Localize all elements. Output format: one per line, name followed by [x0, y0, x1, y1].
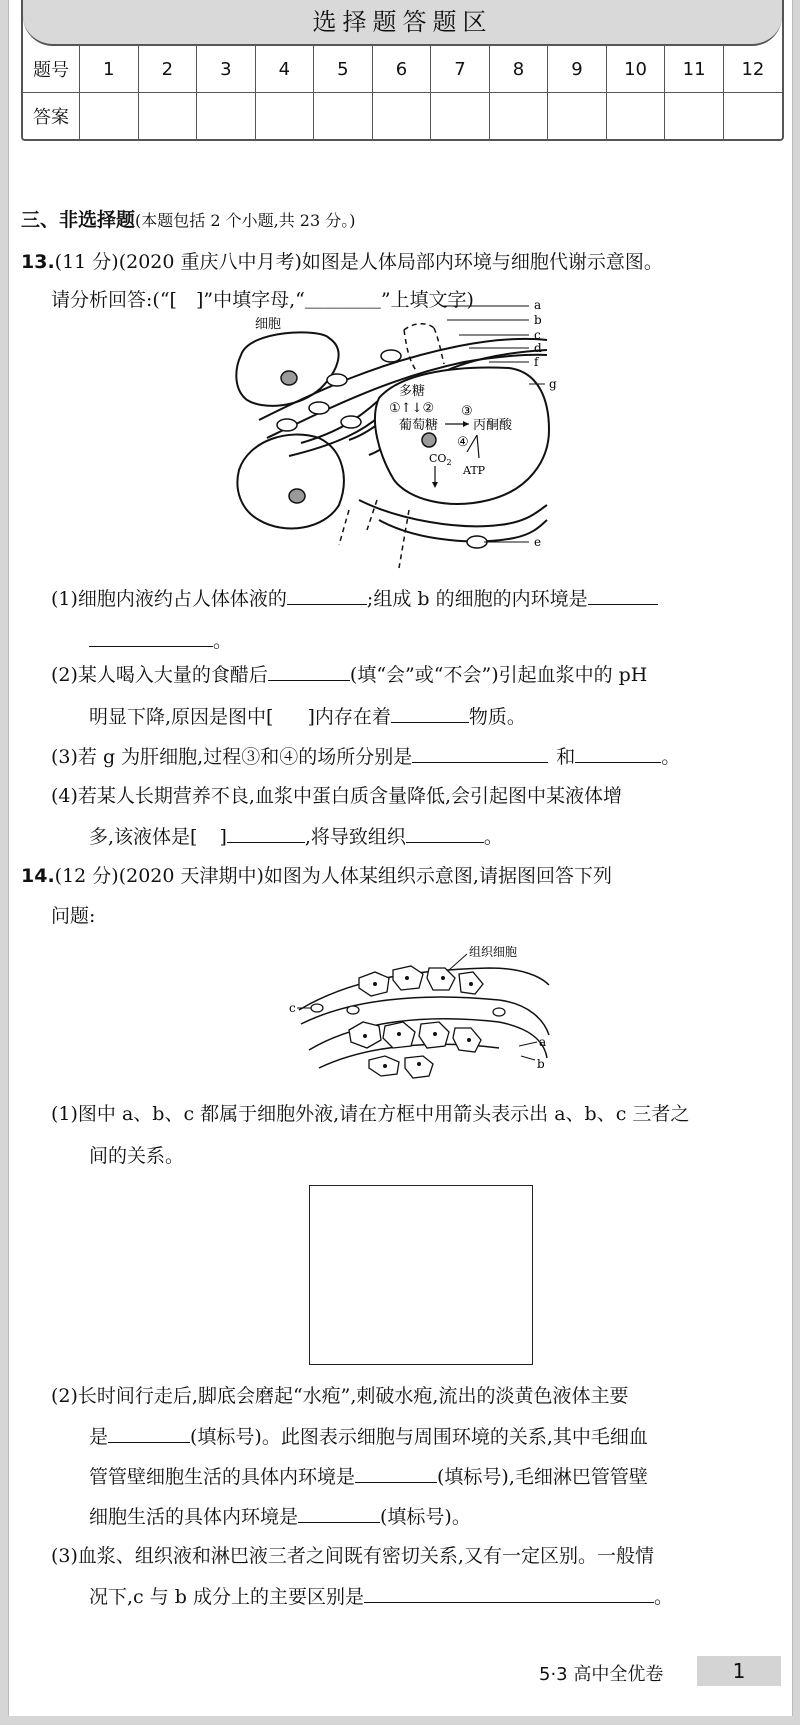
label-a: a: [539, 1035, 547, 1049]
blood-cell: [381, 350, 401, 362]
question-number: 3: [197, 46, 256, 93]
question-number: 5: [314, 46, 373, 93]
q13-p2-text-c: 明显下降,原因是图中[: [89, 706, 274, 728]
answer-cell[interactable]: [723, 93, 782, 140]
answer-blank[interactable]: [412, 744, 548, 763]
question-number: 1: [80, 46, 139, 93]
label-f: f: [534, 355, 539, 369]
answer-drawing-box[interactable]: [309, 1185, 533, 1365]
q14-stem-text: (12 分)(2020 天津期中)如图为人体某组织示意图,请据图回答下列: [54, 865, 612, 887]
q13-stem-line2: 请分析回答:(“[ ]”中填字母,“＿＿＿＿”上填文字): [51, 289, 474, 311]
q13-p4-text-c: ]: [219, 826, 227, 848]
label-c: c: [534, 328, 541, 342]
blood-cell: [327, 374, 347, 386]
q14-part2-line2: [89, 1424, 648, 1449]
question-number: 7: [431, 46, 490, 93]
nucleus: [422, 433, 436, 447]
step4-label: ④: [457, 435, 469, 450]
section-title: 三、非选择题: [21, 209, 136, 231]
q13-p3-text-a: (3)若 g 为肝细胞,过程③和④的场所分别是: [51, 746, 413, 768]
q14-p2-text-f: 细胞生活的具体内环境是: [89, 1506, 299, 1528]
q14-part1-line1: (1)图中 a、b、c 都属于细胞外液,请在方框中用箭头表示出 a、b、c 三者之: [51, 1103, 690, 1125]
q14-p3-end: 。: [653, 1586, 673, 1608]
answer-blank[interactable]: [108, 1424, 190, 1443]
question-number: 10: [606, 46, 665, 93]
q14-stem-line1: [21, 864, 612, 888]
answer-blank[interactable]: [588, 586, 658, 605]
q14-p2-text-e: (填标号),毛细淋巴管管壁: [437, 1466, 648, 1488]
q13-p2-text-a: (2)某人喝入大量的食醋后: [51, 664, 268, 686]
cell-label: 细胞: [255, 317, 282, 332]
answer-cell[interactable]: [431, 93, 490, 140]
q14-number: 14.: [21, 865, 55, 887]
question-number: 2: [138, 46, 197, 93]
q13-p2-text-e: 物质。: [468, 706, 526, 728]
q14-p2-text-c: (填标号)。此图表示细胞与周围环境的关系,其中毛细血: [190, 1426, 648, 1448]
q13-p4-text-d: ,将导致组织: [304, 826, 406, 848]
nucleus: [281, 371, 297, 385]
q13-p1-text-a: (1)细胞内液约占人体体液的: [51, 588, 287, 610]
q14-part2-line1: (2)长时间行走后,脚底会磨起“水疱”,刺破水疱,流出的淡黄色液体主要: [51, 1385, 629, 1407]
exam-page: [8, 0, 793, 1716]
label-b: b: [537, 1057, 545, 1071]
q13-p3-text-b: 和: [556, 746, 576, 768]
answer-row: [23, 93, 782, 140]
q13-p1-text-b: ;组成 b 的细胞的内环境是: [366, 588, 588, 610]
answer-cell[interactable]: [489, 93, 548, 140]
answer-blank[interactable]: [298, 1504, 380, 1523]
blood-cell: [493, 1008, 505, 1016]
question-number: 4: [255, 46, 314, 93]
answer-blank[interactable]: [268, 662, 350, 681]
q14-stem-line2: 问题:: [51, 905, 96, 927]
blood-cell: [277, 419, 297, 431]
cell-upper-left: [236, 332, 338, 405]
tissue-cells: [349, 966, 483, 1078]
pyruvate-label: 丙酮酸: [473, 418, 513, 433]
q14-p2-text-b: 是: [89, 1426, 109, 1448]
answer-blank[interactable]: [287, 586, 367, 605]
q14-part2-line3: [89, 1464, 648, 1489]
section-note: (本题包括 2 个小题,共 23 分。): [135, 211, 356, 230]
q14-part3-line2: [89, 1584, 673, 1609]
q13-p2-text-d: ]内存在着: [307, 706, 391, 728]
q13-p2-text-b: (填“会”或“不会”)引起血浆中的 pH: [349, 664, 648, 686]
q14-figure: [289, 940, 559, 1080]
page-number: 1: [697, 1656, 781, 1686]
answer-blank[interactable]: [89, 628, 213, 647]
q13-part4-line2: [89, 824, 503, 849]
step3-label: ③: [461, 404, 473, 419]
polysaccharide-label: 多糖: [399, 384, 426, 399]
blood-cell: [347, 1006, 359, 1014]
answer-blank[interactable]: [364, 1584, 654, 1603]
label-a: a: [534, 298, 542, 312]
answer-blank[interactable]: [406, 824, 484, 843]
answer-blank[interactable]: [575, 744, 661, 763]
question-number: 11: [665, 46, 724, 93]
blood-cell: [311, 1004, 323, 1012]
answer-blank[interactable]: [391, 704, 469, 723]
q13-part4-line1: (4)若某人长期营养不良,血浆中蛋白质含量降低,会引起图中某液体增: [51, 785, 622, 807]
q13-part1-line2: [89, 628, 232, 653]
answer-cell[interactable]: [665, 93, 724, 140]
answer-table: [23, 46, 782, 139]
row-label-number: 题号: [23, 46, 80, 93]
q14-part3-line1: (3)血浆、组织液和淋巴液三者之间既有密切关系,又有一定区别。一般情: [51, 1545, 654, 1567]
question-number: 6: [372, 46, 431, 93]
step12-label: ①↑↓②: [389, 401, 435, 416]
q14-p3-text-b: 况下,c 与 b 成分上的主要区别是: [89, 1586, 364, 1608]
q13-stem-text: (11 分)(2020 重庆八中月考)如图是人体局部内环境与细胞代谢示意图。: [54, 251, 663, 273]
question-number: 12: [723, 46, 782, 93]
q14-p2-text-d: 管管壁细胞生活的具体内环境是: [89, 1466, 356, 1488]
answer-cell[interactable]: [548, 93, 607, 140]
q13-p3-end: 。: [661, 746, 681, 768]
atp-label: ATP: [463, 464, 486, 477]
answer-area: [21, 0, 784, 141]
answer-cell[interactable]: [197, 93, 256, 140]
answer-cell[interactable]: [606, 93, 665, 140]
q13-figure: [229, 298, 609, 572]
answer-cell[interactable]: [255, 93, 314, 140]
label-e: e: [534, 535, 542, 549]
q13-stem-line1: [21, 250, 663, 274]
answer-cell[interactable]: [80, 93, 139, 140]
tissue-cell-label: 组织细胞: [469, 945, 518, 959]
q13-part1-line1: [51, 586, 658, 611]
glucose-label: 葡萄糖: [399, 418, 439, 433]
q14-part1-line2: 间的关系。: [89, 1145, 185, 1167]
q13-part3: [51, 744, 680, 769]
nucleus: [289, 489, 305, 503]
answer-area-title: 选择题答题区: [23, 0, 782, 46]
label-g: g: [549, 377, 557, 391]
answer-cell[interactable]: [372, 93, 431, 140]
q13-p4-end: 。: [483, 826, 503, 848]
question-number-row: [23, 46, 782, 93]
row-label-answer: 答案: [23, 93, 80, 140]
co2-label: $CO_2$: [429, 452, 452, 467]
answer-cell[interactable]: [314, 93, 373, 140]
blood-cell: [341, 416, 361, 428]
q13-p4-text-b: 多,该液体是[: [89, 826, 198, 848]
label-c: c: [289, 1001, 296, 1015]
blood-cell: [309, 402, 329, 414]
section-heading: [21, 208, 355, 233]
answer-cell[interactable]: [138, 93, 197, 140]
label-b: b: [534, 313, 542, 327]
q14-p2-text-g: (填标号)。: [380, 1506, 471, 1528]
q14-part2-line4: [89, 1504, 471, 1529]
series-name: 5·3 高中全优卷: [539, 1664, 664, 1685]
label-d: d: [534, 341, 542, 355]
q13-number: 13.: [21, 251, 55, 273]
q13-part2-line1: [51, 662, 647, 687]
answer-blank[interactable]: [227, 824, 305, 843]
answer-blank[interactable]: [355, 1464, 437, 1483]
q13-part2-line2: [89, 704, 526, 729]
question-number: 8: [489, 46, 548, 93]
q13-p1-end: 。: [213, 630, 233, 652]
cell-lower-left: [237, 435, 343, 529]
question-number: 9: [548, 46, 607, 93]
